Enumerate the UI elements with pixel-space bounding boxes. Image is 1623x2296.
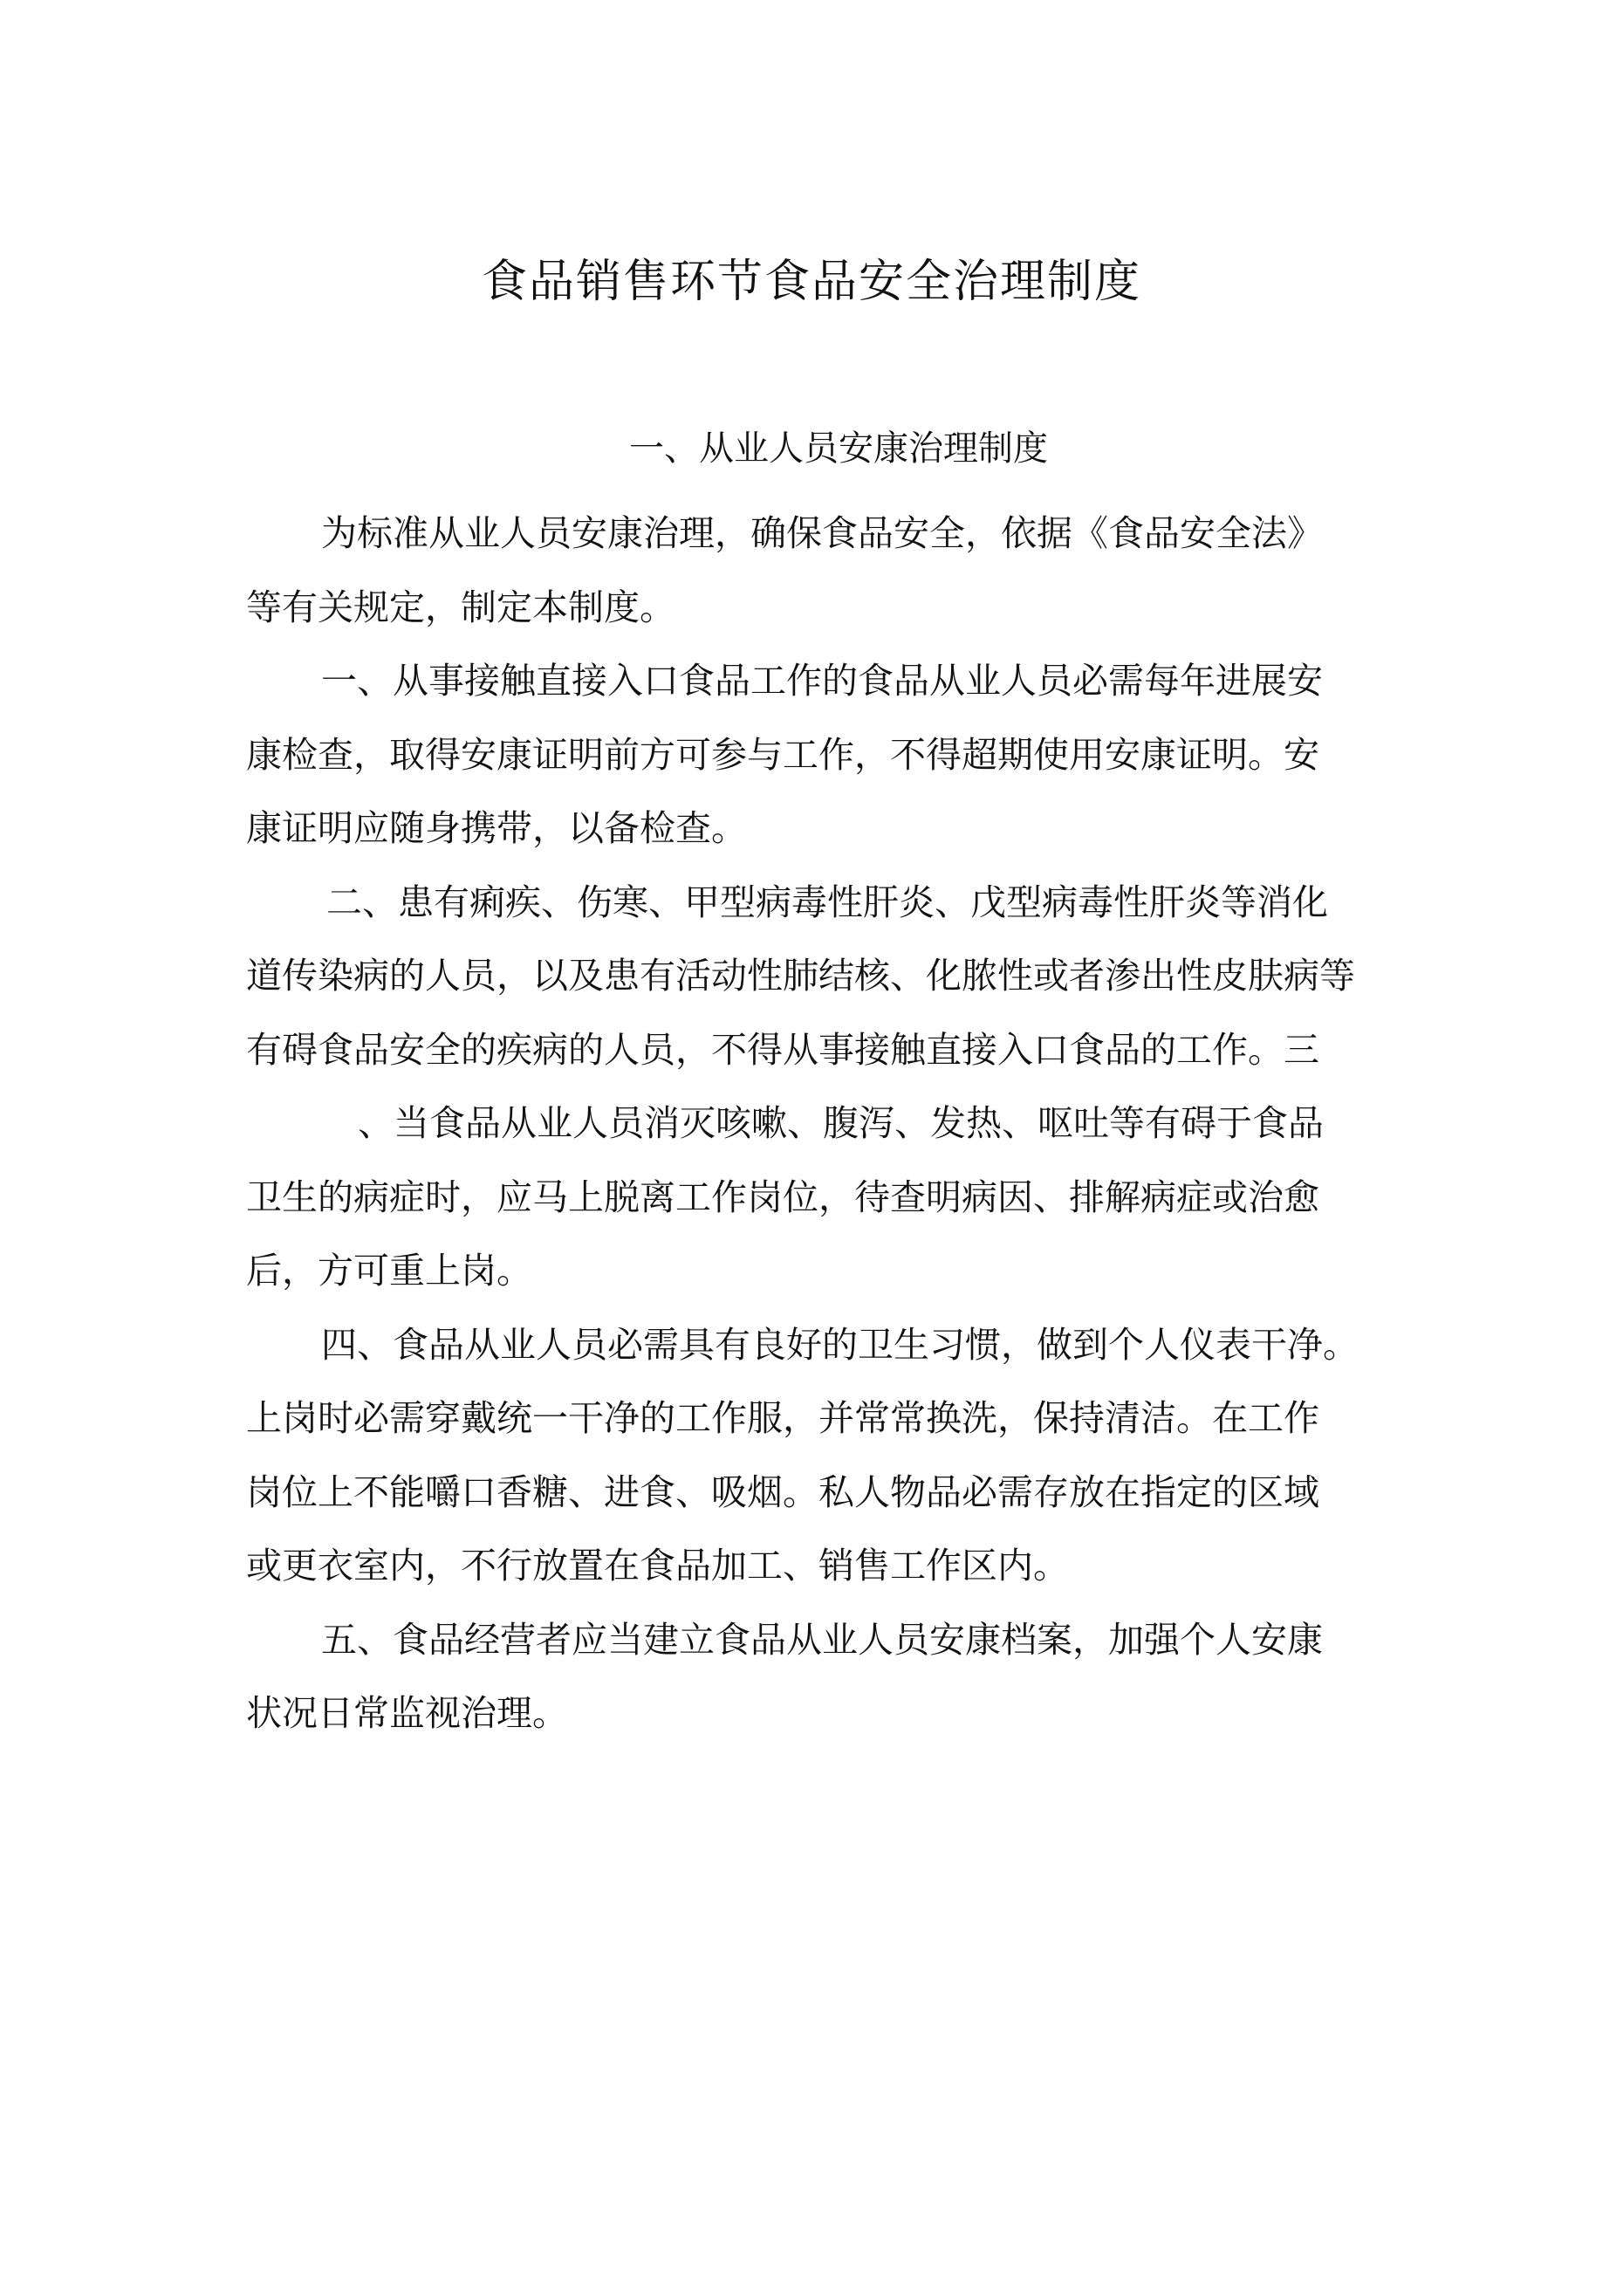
paragraph-line: 康证明应随身携带，以备检查。	[246, 807, 747, 849]
section-heading: 一、从业人员安康治理制度	[629, 428, 1048, 469]
paragraph-line: 四、食品从业人员必需具有良好的卫生习惯，做到个人仪表干净。	[321, 1323, 1359, 1366]
paragraph-line: 康检查，取得安康证明前方可参与工作，不得超期使用安康证明。安	[246, 733, 1319, 776]
paragraph-line: 上岗时必需穿戴统一干净的工作服，并常常换洗，保持清洁。在工作	[246, 1397, 1319, 1439]
paragraph-line: 有碍食品安全的疾病的人员，不得从事接触直接入口食品的工作。三	[246, 1028, 1319, 1071]
paragraph-line: 、当食品从业人员消灭咳嗽、腹泻、发热、呕吐等有碍于食品	[358, 1102, 1324, 1144]
paragraph-line: 岗位上不能嚼口香糖、进食、吸烟。私人物品必需存放在指定的区域	[246, 1470, 1319, 1513]
document-title: 食品销售环节食品安全治理制度	[481, 256, 1141, 308]
paragraph-line: 一、从事接触直接入口食品工作的食品从业人员必需每年进展安	[321, 660, 1323, 702]
paragraph-line: 五、食品经营者应当建立食品从业人员安康档案，加强个人安康	[321, 1618, 1323, 1661]
paragraph-line: 为标准从业人员安康治理，确保食品安全，依据《食品安全法》	[321, 512, 1323, 554]
paragraph-line: 道传染病的人员，以及患有活动性肺结核、化脓性或者渗出性皮肤病等	[246, 955, 1355, 997]
paragraph-line: 二、患有痢疾、伤寒、甲型病毒性肝炎、戊型病毒性肝炎等消化	[326, 881, 1328, 923]
paragraph-line: 等有关规定，制定本制度。	[246, 586, 675, 628]
paragraph-line: 卫生的病症时，应马上脱离工作岗位，待查明病因、排解病症或治愈	[246, 1175, 1319, 1218]
paragraph-line: 状况日常监视治理。	[246, 1692, 568, 1734]
paragraph-line: 后，方可重上岗。	[246, 1250, 532, 1292]
paragraph-line: 或更衣室内，不行放置在食品加工、销售工作区内。	[246, 1545, 1069, 1587]
document-body	[246, 497, 1415, 1751]
